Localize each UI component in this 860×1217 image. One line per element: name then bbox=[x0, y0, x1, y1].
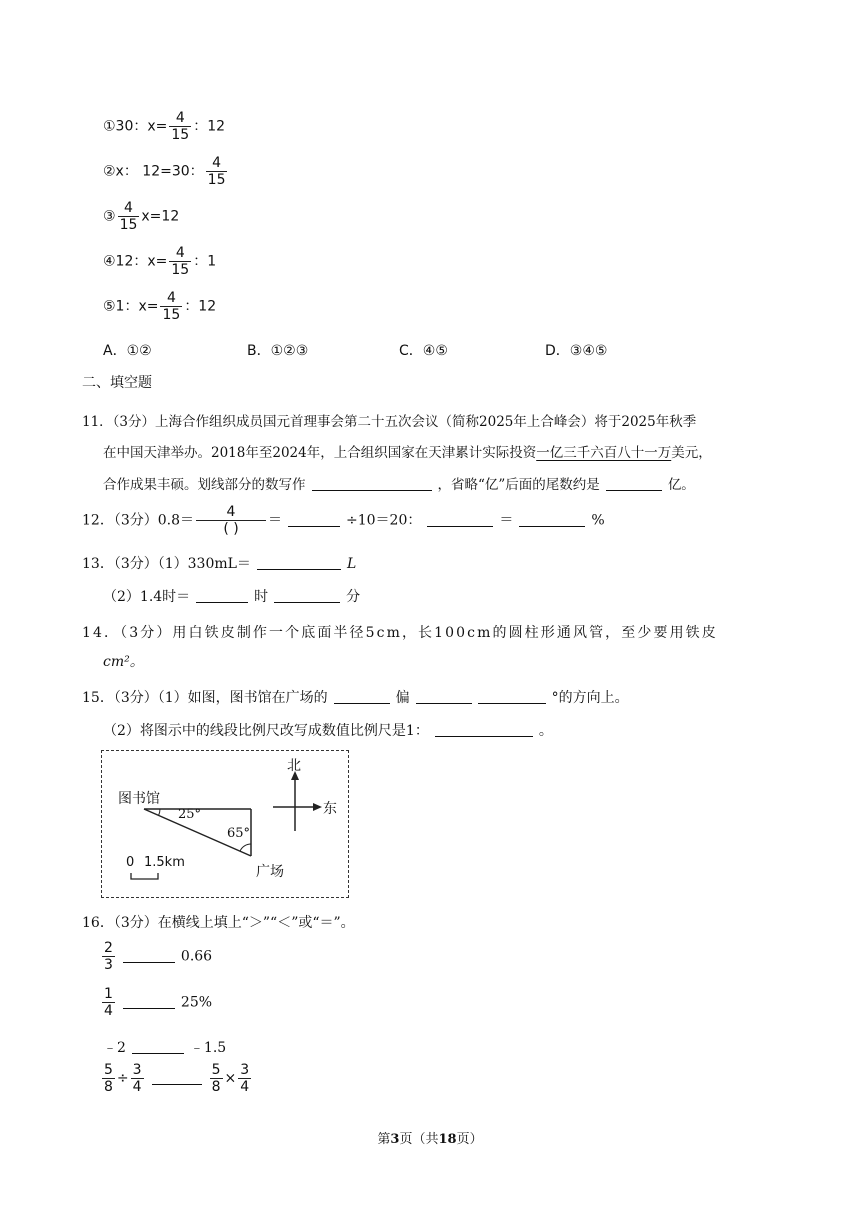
fraction: $\frac{4}{15}$ bbox=[119, 200, 138, 233]
answer-blank[interactable] bbox=[257, 555, 341, 570]
section-title: 二、填空题 bbox=[82, 375, 152, 391]
fraction: $\frac{3}{4}$ bbox=[132, 1062, 142, 1095]
q13-line-1: 13．（3分）（1）330mL＝ L bbox=[82, 556, 357, 572]
answer-blank[interactable] bbox=[312, 476, 432, 491]
plaza-label: 广场 bbox=[256, 864, 284, 880]
angle-label-library: 25° bbox=[178, 807, 202, 822]
angle-arc-plaza bbox=[240, 844, 251, 851]
fraction: $\frac{4}{15}$ bbox=[207, 155, 226, 188]
answer-blank[interactable] bbox=[132, 1039, 184, 1054]
q14-line-2: cm²。 bbox=[103, 654, 144, 670]
q11-line-3: 合作成果丰硕。划线部分的数写作 ，省略“亿”后面的尾数约是 亿。 bbox=[103, 477, 695, 493]
answer-blank[interactable] bbox=[478, 689, 546, 704]
answer-blank[interactable] bbox=[196, 588, 248, 603]
scale-zero: 0 bbox=[126, 855, 135, 870]
map-figure bbox=[101, 750, 349, 898]
answer-blank[interactable] bbox=[519, 512, 585, 527]
answer-blank[interactable] bbox=[427, 512, 493, 527]
library-label: 图书馆 bbox=[118, 791, 160, 807]
fraction: $\frac{3}{4}$ bbox=[240, 1062, 250, 1095]
answer-blank[interactable] bbox=[606, 476, 662, 491]
east-label: 东 bbox=[323, 801, 337, 817]
q16-row-1: $\frac{2}{3}$ 0.66 bbox=[104, 940, 213, 973]
q11-line-2: 在中国天津举办。2018年至2024年，上合组织国家在天津累计实际投资一亿三千六百八十一万美元， bbox=[103, 445, 712, 461]
option-b[interactable]: B．①②③ bbox=[247, 343, 309, 359]
q14-line-1: 14．（3分）用白铁皮制作一个底面半径5cm，长100cm的圆柱形通风管，至少要用铁皮 bbox=[82, 625, 718, 641]
answer-blank[interactable] bbox=[152, 1070, 202, 1085]
scale-length: 1.5km bbox=[144, 855, 185, 870]
q10-item-1: ①30：x= $\frac{4}{15}$ ：12 bbox=[103, 110, 226, 143]
fraction: $\frac{4}{( )}$ bbox=[196, 504, 266, 537]
east-arrow-icon bbox=[313, 803, 322, 811]
q10-item-4: ④12：x= $\frac{4}{15}$ ：1 bbox=[103, 245, 217, 278]
q11-line-1: 11．（3分）上海合作组织成员国元首理事会第二十五次会议（简称2025年上合峰会）将于2025年秋季 bbox=[82, 414, 697, 430]
scale-bar bbox=[131, 873, 158, 879]
answer-blank[interactable] bbox=[288, 512, 340, 527]
q10-item-2: ②x： 12=30： $\frac{4}{15}$ bbox=[103, 155, 226, 188]
q13-line-2: （2）1.4时＝ 时 分 bbox=[103, 589, 361, 605]
answer-blank[interactable] bbox=[123, 948, 175, 963]
answer-blank[interactable] bbox=[416, 689, 472, 704]
north-label: 北 bbox=[287, 758, 301, 774]
q16-row-2: $\frac{1}{4}$ 25% bbox=[104, 986, 213, 1019]
answer-blank[interactable] bbox=[334, 689, 390, 704]
angle-label-plaza: 65° bbox=[227, 826, 251, 841]
fraction: $\frac{4}{15}$ bbox=[171, 110, 190, 143]
underlined-number: 一亿三千六百八十一万 bbox=[536, 445, 672, 461]
option-a[interactable]: A．①② bbox=[103, 343, 152, 359]
fraction: $\frac{5}{8}$ bbox=[104, 1062, 113, 1095]
map-diagram bbox=[102, 751, 348, 897]
answer-blank[interactable] bbox=[123, 994, 175, 1009]
option-d[interactable]: D．③④⑤ bbox=[545, 343, 608, 359]
option-c[interactable]: C．④⑤ bbox=[399, 343, 448, 359]
fraction: $\frac{1}{4}$ bbox=[104, 986, 113, 1019]
fraction: $\frac{2}{3}$ bbox=[104, 940, 113, 973]
q10-item-3: ③ $\frac{4}{15}$ x=12 bbox=[103, 200, 180, 233]
q10-item-5: ⑤1：x= $\frac{4}{15}$ ：12 bbox=[103, 290, 217, 323]
q16-row-4: $\frac{5}{8}$ ÷ $\frac{3}{4}$ $\frac{5}{8}$ × $\frac{3}{4}$ bbox=[104, 1062, 250, 1095]
q16-row-3: ﹣2 ﹣1.5 bbox=[103, 1040, 227, 1056]
fraction: $\frac{4}{15}$ bbox=[171, 245, 190, 278]
q15-line-2: （2）将图示中的线段比例尺改写成数值比例尺是1： 。 bbox=[103, 723, 553, 739]
answer-blank[interactable] bbox=[435, 722, 533, 737]
angle-arc-library bbox=[159, 809, 160, 815]
q12: 12．（3分）0.8＝ $\frac{4}{( )}$ ＝ ÷10＝20： ＝ % bbox=[82, 504, 605, 537]
page-footer: 第3页（共18页） bbox=[377, 1132, 483, 1147]
fraction: $\frac{5}{8}$ bbox=[211, 1062, 221, 1095]
q16-title: 16．（3分）在横线上填上“＞”“＜”或“＝”。 bbox=[82, 915, 355, 931]
answer-blank[interactable] bbox=[274, 588, 340, 603]
fraction: $\frac{4}{15}$ bbox=[162, 290, 181, 323]
q15-line-1: 15．（3分）（1）如图，图书馆在广场的 偏 °的方向上。 bbox=[82, 690, 629, 706]
